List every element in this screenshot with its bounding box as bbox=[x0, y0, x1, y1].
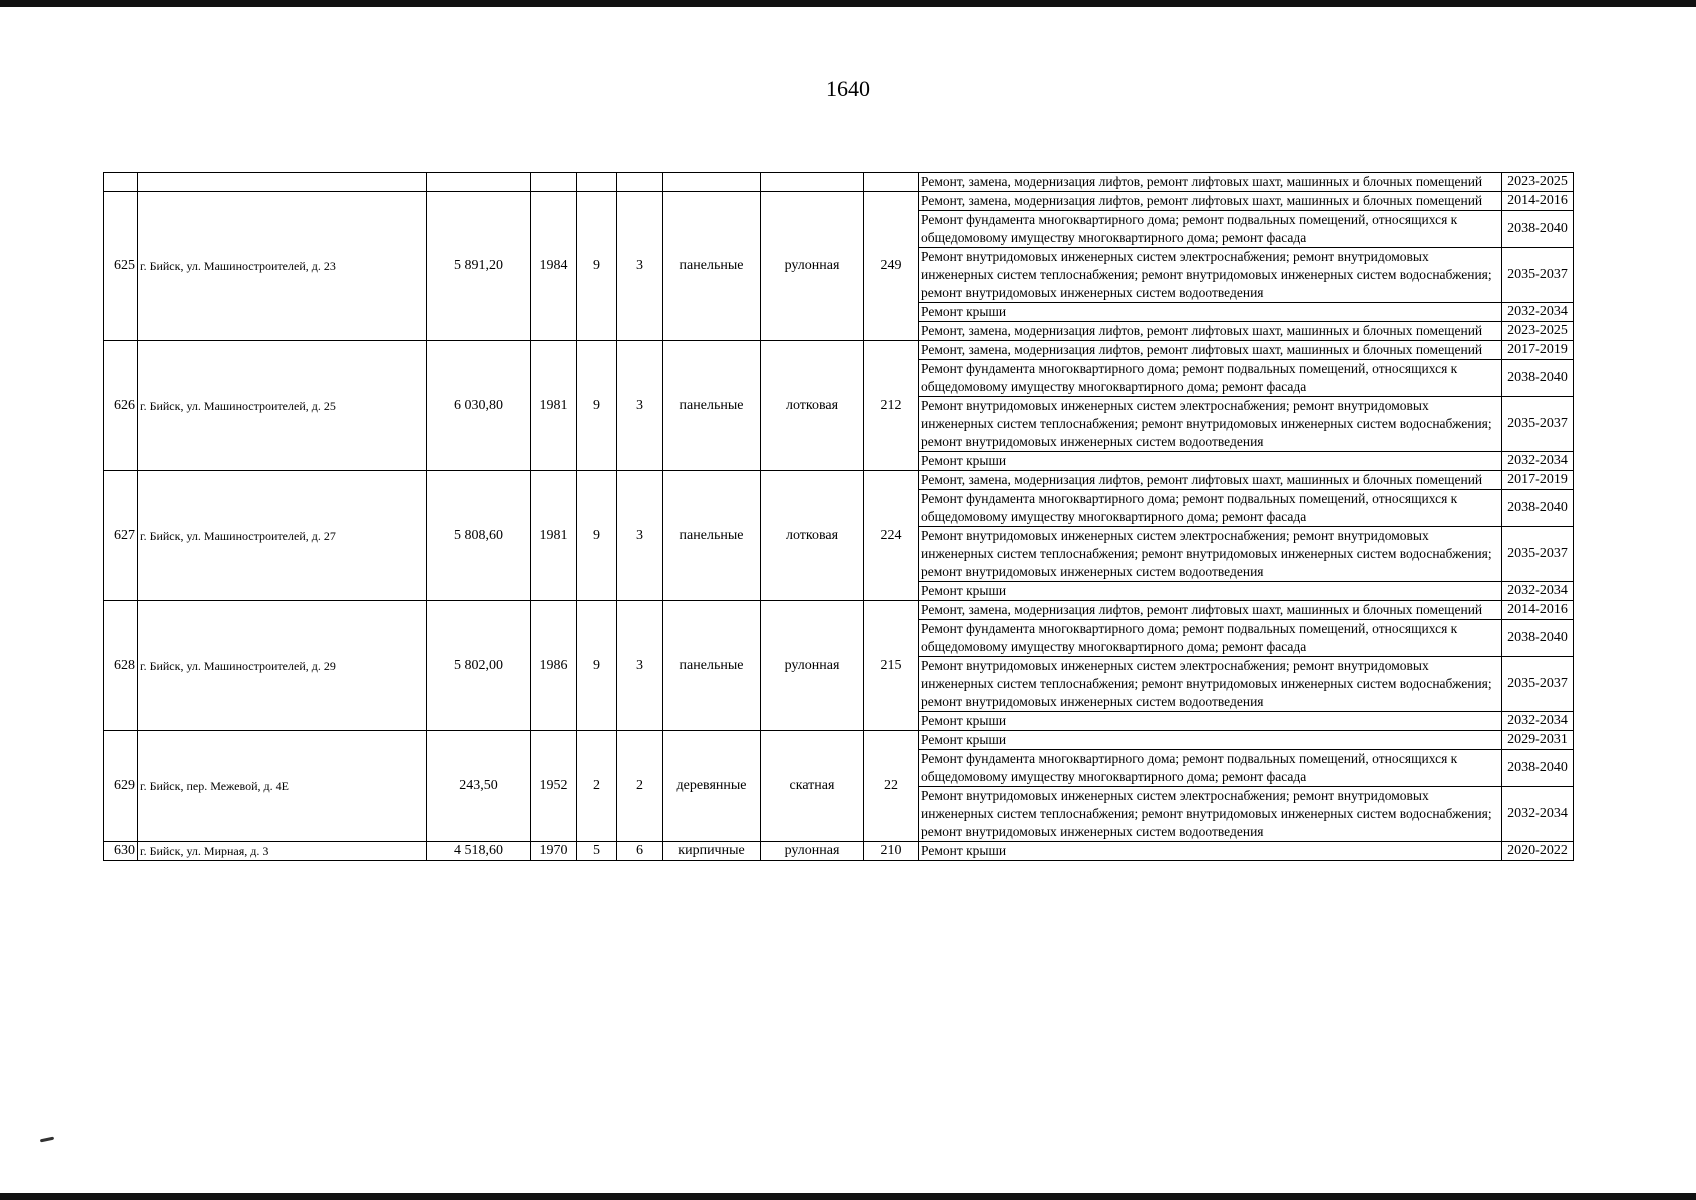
house-area: 243,50 bbox=[427, 731, 531, 842]
work-description: Ремонт крыши bbox=[919, 842, 1502, 861]
build-year: 1981 bbox=[531, 471, 577, 601]
entrances-count: 3 bbox=[617, 341, 663, 471]
work-period: 2032-2034 bbox=[1502, 303, 1574, 322]
work-period: 2032-2034 bbox=[1502, 712, 1574, 731]
table-row bbox=[104, 173, 1574, 192]
work-description: Ремонт внутридомовых инженерных систем электроснабжения; ремонт внутридомовых инженерных систем теплоснабжения; ремонт внутридомовых инженерных систем водоснабжения; ремонт внутридомовых инженерных систем водоотведения bbox=[919, 397, 1502, 452]
residents-count: 22 bbox=[864, 731, 919, 842]
scan-edge-top bbox=[0, 0, 1696, 7]
roof-type: рулонная bbox=[761, 842, 864, 861]
work-description: Ремонт фундамента многоквартирного дома; ремонт подвальных помещений, относящихся к общедомовому имуществу многоквартирного дома; ремонт фасада bbox=[919, 360, 1502, 397]
work-description: Ремонт фундамента многоквартирного дома; ремонт подвальных помещений, относящихся к общедомовому имуществу многоквартирного дома; ремонт фасада bbox=[919, 620, 1502, 657]
work-period: 2032-2034 bbox=[1502, 582, 1574, 601]
table-row bbox=[104, 341, 1574, 360]
build-year: 1981 bbox=[531, 341, 577, 471]
work-description: Ремонт, замена, модернизация лифтов, ремонт лифтовых шахт, машинных и блочных помещений bbox=[919, 341, 1502, 360]
work-description: Ремонт крыши bbox=[919, 731, 1502, 750]
table-row bbox=[104, 842, 1574, 861]
house-area: 4 518,60 bbox=[427, 842, 531, 861]
residents-count: 249 bbox=[864, 192, 919, 341]
work-description: Ремонт крыши bbox=[919, 712, 1502, 731]
work-period: 2029-2031 bbox=[1502, 731, 1574, 750]
entrances-count: 2 bbox=[617, 731, 663, 842]
work-period: 2038-2040 bbox=[1502, 620, 1574, 657]
house-number: 626 bbox=[104, 341, 138, 471]
work-description: Ремонт, замена, модернизация лифтов, ремонт лифтовых шахт, машинных и блочных помещений bbox=[919, 601, 1502, 620]
repair-program-table bbox=[103, 172, 1574, 861]
work-description: Ремонт крыши bbox=[919, 303, 1502, 322]
roof-type: лотковая bbox=[761, 341, 864, 471]
work-description: Ремонт, замена, модернизация лифтов, ремонт лифтовых шахт, машинных и блочных помещений bbox=[919, 471, 1502, 490]
floors-count: 9 bbox=[577, 192, 617, 341]
floors-count: 9 bbox=[577, 341, 617, 471]
empty-cell bbox=[104, 173, 138, 192]
empty-cell bbox=[864, 173, 919, 192]
entrances-count: 6 bbox=[617, 842, 663, 861]
work-period: 2038-2040 bbox=[1502, 750, 1574, 787]
residents-count: 224 bbox=[864, 471, 919, 601]
house-area: 5 802,00 bbox=[427, 601, 531, 731]
work-period: 2035-2037 bbox=[1502, 657, 1574, 712]
work-description: Ремонт крыши bbox=[919, 582, 1502, 601]
table-row bbox=[104, 731, 1574, 750]
floors-count: 9 bbox=[577, 601, 617, 731]
roof-type: скатная bbox=[761, 731, 864, 842]
scan-speck bbox=[40, 1137, 54, 1143]
empty-cell bbox=[617, 173, 663, 192]
work-description: Ремонт внутридомовых инженерных систем электроснабжения; ремонт внутридомовых инженерных систем теплоснабжения; ремонт внутридомовых инженерных систем водоснабжения; ремонт внутридомовых инженерных систем водоотведения bbox=[919, 657, 1502, 712]
scan-edge-bottom bbox=[0, 1193, 1696, 1200]
house-area: 6 030,80 bbox=[427, 341, 531, 471]
house-address: г. Бийск, ул. Мирная, д. 3 bbox=[138, 842, 427, 861]
house-number: 628 bbox=[104, 601, 138, 731]
house-number: 629 bbox=[104, 731, 138, 842]
empty-cell bbox=[663, 173, 761, 192]
work-description: Ремонт внутридомовых инженерных систем электроснабжения; ремонт внутридомовых инженерных систем теплоснабжения; ремонт внутридомовых инженерных систем водоснабжения; ремонт внутридомовых инженерных систем водоотведения bbox=[919, 787, 1502, 842]
work-description: Ремонт крыши bbox=[919, 452, 1502, 471]
work-period: 2035-2037 bbox=[1502, 397, 1574, 452]
house-number: 627 bbox=[104, 471, 138, 601]
work-description: Ремонт фундамента многоквартирного дома; ремонт подвальных помещений, относящихся к общедомовому имуществу многоквартирного дома; ремонт фасада bbox=[919, 211, 1502, 248]
roof-type: рулонная bbox=[761, 192, 864, 341]
floors-count: 5 bbox=[577, 842, 617, 861]
table-row bbox=[104, 471, 1574, 490]
work-period: 2035-2037 bbox=[1502, 248, 1574, 303]
work-description: Ремонт, замена, модернизация лифтов, ремонт лифтовых шахт, машинных и блочных помещений bbox=[919, 173, 1502, 192]
empty-cell bbox=[138, 173, 427, 192]
page-number: 1640 bbox=[826, 76, 870, 101]
residents-count: 212 bbox=[864, 341, 919, 471]
entrances-count: 3 bbox=[617, 192, 663, 341]
table-row bbox=[104, 192, 1574, 211]
work-description: Ремонт фундамента многоквартирного дома; ремонт подвальных помещений, относящихся к общедомовому имуществу многоквартирного дома; ремонт фасада bbox=[919, 490, 1502, 527]
wall-material: деревянные bbox=[663, 731, 761, 842]
roof-type: рулонная bbox=[761, 601, 864, 731]
house-number: 625 bbox=[104, 192, 138, 341]
work-description: Ремонт внутридомовых инженерных систем электроснабжения; ремонт внутридомовых инженерных систем теплоснабжения; ремонт внутридомовых инженерных систем водоснабжения; ремонт внутридомовых инженерных систем водоотведения bbox=[919, 527, 1502, 582]
wall-material: панельные bbox=[663, 471, 761, 601]
empty-cell bbox=[427, 173, 531, 192]
table-row bbox=[104, 601, 1574, 620]
build-year: 1984 bbox=[531, 192, 577, 341]
wall-material: кирпичные bbox=[663, 842, 761, 861]
work-period: 2038-2040 bbox=[1502, 360, 1574, 397]
wall-material: панельные bbox=[663, 192, 761, 341]
work-period: 2032-2034 bbox=[1502, 452, 1574, 471]
build-year: 1952 bbox=[531, 731, 577, 842]
work-period: 2020-2022 bbox=[1502, 842, 1574, 861]
work-period: 2023-2025 bbox=[1502, 173, 1574, 192]
table-body bbox=[104, 173, 1574, 861]
empty-cell bbox=[531, 173, 577, 192]
work-description: Ремонт, замена, модернизация лифтов, ремонт лифтовых шахт, машинных и блочных помещений bbox=[919, 192, 1502, 211]
house-address: г. Бийск, пер. Межевой, д. 4Е bbox=[138, 731, 427, 842]
work-description: Ремонт фундамента многоквартирного дома; ремонт подвальных помещений, относящихся к общедомовому имуществу многоквартирного дома; ремонт фасада bbox=[919, 750, 1502, 787]
wall-material: панельные bbox=[663, 601, 761, 731]
work-period: 2023-2025 bbox=[1502, 322, 1574, 341]
house-area: 5 808,60 bbox=[427, 471, 531, 601]
entrances-count: 3 bbox=[617, 601, 663, 731]
house-address: г. Бийск, ул. Машиностроителей, д. 29 bbox=[138, 601, 427, 731]
floors-count: 2 bbox=[577, 731, 617, 842]
residents-count: 210 bbox=[864, 842, 919, 861]
work-period: 2014-2016 bbox=[1502, 192, 1574, 211]
build-year: 1986 bbox=[531, 601, 577, 731]
work-description: Ремонт внутридомовых инженерных систем электроснабжения; ремонт внутридомовых инженерных систем теплоснабжения; ремонт внутридомовых инженерных систем водоснабжения; ремонт внутридомовых инженерных систем водоотведения bbox=[919, 248, 1502, 303]
work-period: 2035-2037 bbox=[1502, 527, 1574, 582]
work-period: 2038-2040 bbox=[1502, 211, 1574, 248]
residents-count: 215 bbox=[864, 601, 919, 731]
empty-cell bbox=[577, 173, 617, 192]
house-area: 5 891,20 bbox=[427, 192, 531, 341]
work-period: 2017-2019 bbox=[1502, 471, 1574, 490]
work-period: 2032-2034 bbox=[1502, 787, 1574, 842]
build-year: 1970 bbox=[531, 842, 577, 861]
house-address: г. Бийск, ул. Машиностроителей, д. 25 bbox=[138, 341, 427, 471]
work-period: 2038-2040 bbox=[1502, 490, 1574, 527]
entrances-count: 3 bbox=[617, 471, 663, 601]
floors-count: 9 bbox=[577, 471, 617, 601]
wall-material: панельные bbox=[663, 341, 761, 471]
work-period: 2017-2019 bbox=[1502, 341, 1574, 360]
house-address: г. Бийск, ул. Машиностроителей, д. 27 bbox=[138, 471, 427, 601]
work-period: 2014-2016 bbox=[1502, 601, 1574, 620]
empty-cell bbox=[761, 173, 864, 192]
house-number: 630 bbox=[104, 842, 138, 861]
roof-type: лотковая bbox=[761, 471, 864, 601]
work-description: Ремонт, замена, модернизация лифтов, ремонт лифтовых шахт, машинных и блочных помещений bbox=[919, 322, 1502, 341]
house-address: г. Бийск, ул. Машиностроителей, д. 23 bbox=[138, 192, 427, 341]
